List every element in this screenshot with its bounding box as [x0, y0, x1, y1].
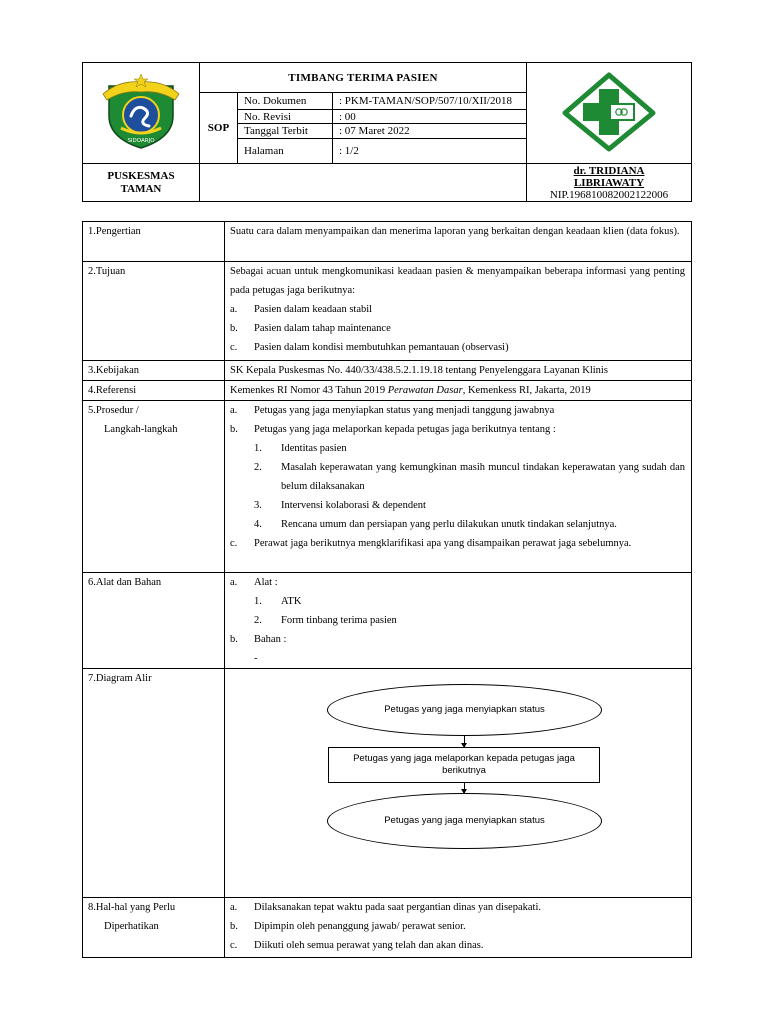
section-text — [225, 381, 692, 401]
section-content — [225, 401, 692, 573]
logo-left-cell — [83, 63, 200, 164]
flow-node-end: Petugas yang jaga menyiapkan status — [327, 793, 602, 849]
section-content — [225, 573, 692, 669]
list-marker: a. — [230, 304, 238, 315]
list-item-text: Identitas pasien — [281, 443, 347, 454]
sub-list-item — [230, 611, 685, 630]
list-marker: 2. — [254, 615, 262, 626]
section-label — [83, 898, 225, 958]
list-item-text: Diikuti oleh semua perawat yang telah dan akan dinas. — [254, 940, 484, 951]
sop-title: TIMBANG TERIMA PASIEN — [200, 63, 527, 93]
list-item-text: Intervensi kolaborasi & dependent — [281, 500, 426, 511]
section-label: 4.Referensi — [83, 381, 225, 401]
list-marker: b. — [230, 921, 238, 932]
list-item — [230, 534, 685, 553]
doc-number-label: No. Dokumen — [238, 93, 333, 110]
list-marker: 2. — [254, 462, 262, 473]
list-marker: c. — [230, 538, 238, 549]
list-item-text: Alat : — [254, 577, 278, 588]
section-text: Suatu cara dalam menyampaikan dan menerima laporan yang berkaitan dengan keadaan klien (data fokus). — [225, 222, 692, 262]
org-name-line2: TAMAN — [120, 182, 162, 195]
list-marker: b. — [230, 424, 238, 435]
list-item-text: Petugas yang jaga menyiapkan status yang menjadi tanggung jawabnya — [254, 405, 555, 416]
list-item-text: Pasien dalam keadaan stabil — [254, 304, 373, 315]
section-label-line1: 5.Prosedur / — [88, 405, 139, 416]
reference-text-before: Kemenkes RI Nomor 43 Tahun 2019 — [230, 385, 388, 396]
list-item — [230, 319, 685, 338]
list-item — [230, 300, 685, 319]
kabupaten-emblem-icon — [99, 72, 183, 152]
sop-header — [82, 62, 692, 202]
list-item — [230, 936, 685, 955]
org-name — [83, 164, 200, 202]
row-hal-perhatian — [83, 898, 692, 958]
sub-list-item — [230, 496, 685, 515]
list-item — [230, 338, 685, 357]
list-item-text: Perawat jaga berikutnya mengklarifikasi apa yang disampaikan perawat jaga sebelumnya. — [254, 538, 632, 549]
reference-text-after: , Kemenkess RI, Jakarta, 2019 — [462, 385, 591, 396]
list-marker: 4. — [254, 519, 262, 530]
section-label-line2: Langkah-langkah — [104, 424, 178, 435]
page-label: Halaman — [238, 139, 333, 164]
list-item-text: Masalah keperawatan yang kemungkinan masih muncul tindakan keperawatan yang sudah dan belum dilaksanakan — [281, 462, 685, 492]
flowchart-cell — [225, 669, 692, 898]
list-item — [230, 630, 685, 649]
list-marker: 1. — [254, 596, 262, 607]
section-intro: Sebagai acuan untuk mengkomunikasi keadaan pasien & menyampaikan beberapa informasi yang penting pada petugas jaga berikutnya: — [230, 266, 685, 296]
section-label: 6.Alat dan Bahan — [83, 573, 225, 669]
section-content — [225, 262, 692, 361]
list-marker: a. — [230, 902, 238, 913]
org-name-line1: PUSKESMAS — [107, 169, 175, 182]
section-label — [83, 401, 225, 573]
row-referensi — [83, 381, 692, 401]
list-marker: 3. — [254, 500, 262, 511]
list-item-text: Petugas yang jaga melaporkan kepada petugas jaga berikutnya tentang : — [254, 424, 556, 435]
issue-date-value: : 07 Maret 2022 — [333, 124, 527, 139]
row-kebijakan — [83, 361, 692, 381]
list-marker: b. — [230, 323, 238, 334]
page-value: : 1/2 — [333, 139, 527, 164]
list-item-text: Pasien dalam tahap maintenance — [254, 323, 391, 334]
row-alat-bahan — [83, 573, 692, 669]
list-item-text: Dipimpin oleh penanggung jawab/ perawat senior. — [254, 921, 466, 932]
list-marker: c. — [230, 342, 238, 353]
list-item-text: Bahan : — [254, 634, 287, 645]
list-item-text: Dilaksanakan tepat waktu pada saat pergantian dinas yan disepakati. — [254, 902, 541, 913]
section-label: 7.Diagram Alir — [83, 669, 225, 898]
svg-text:SIDOARJO: SIDOARJO — [127, 137, 155, 144]
list-marker: c. — [230, 940, 238, 951]
row-pengertian — [83, 222, 692, 262]
list-item-text: Form tinbang terima pasien — [281, 615, 397, 626]
issue-date-label: Tanggal Terbit — [238, 124, 333, 139]
list-marker: 1. — [254, 443, 262, 454]
row-tujuan — [83, 262, 692, 361]
flowchart — [225, 669, 691, 895]
sop-label: SOP — [200, 93, 238, 164]
list-item — [230, 898, 685, 917]
section-label: 3.Kebijakan — [83, 361, 225, 381]
flow-arrow-1 — [464, 736, 465, 747]
list-item-text: Rencana umum dan persiapan yang perlu dilakukan unutk tindakan selanjutnya. — [281, 519, 617, 530]
list-marker: a. — [230, 577, 238, 588]
header-empty-cell — [200, 164, 527, 202]
puskesmas-logo-icon — [561, 71, 657, 153]
logo-right-cell — [527, 63, 692, 164]
sub-list-item — [230, 458, 685, 496]
list-item — [230, 917, 685, 936]
section-label: 1.Pengertian — [83, 222, 225, 262]
signatory-block — [527, 164, 692, 202]
signatory-nip: NIP.196810082002122006 — [549, 188, 669, 201]
row-prosedur — [83, 401, 692, 573]
sub-list-item — [230, 515, 685, 534]
list-item — [230, 573, 685, 592]
signatory-name-line1: dr. TRIDIANA — [573, 164, 645, 177]
list-item — [230, 401, 685, 420]
signatory-name-line2: LIBRIAWATY — [573, 176, 645, 189]
row-diagram-alir — [83, 669, 692, 898]
section-content — [225, 898, 692, 958]
list-item-text: ATK — [281, 596, 302, 607]
sub-list-item — [230, 592, 685, 611]
list-item — [230, 420, 685, 439]
list-marker: a. — [230, 405, 238, 416]
flow-node-process: Petugas yang jaga melaporkan kepada petugas jaga berikutnya — [328, 747, 600, 783]
list-marker: b. — [230, 634, 238, 645]
list-item-text: Pasien dalam kondisi membutuhkan pemantauan (observasi) — [254, 342, 509, 353]
section-label-line1: 8.Hal-hal yang Perlu — [88, 902, 176, 913]
sop-body-table — [82, 221, 692, 958]
section-text: SK Kepala Puskesmas No. 440/33/438.5.2.1.19.18 tentang Penyelenggara Layanan Klinis — [225, 361, 692, 381]
section-label: 2.Tujuan — [83, 262, 225, 361]
doc-number-value: : PKM-TAMAN/SOP/507/10/XII/2018 — [333, 93, 527, 110]
sub-list-item — [230, 439, 685, 458]
reference-title: Perawatan Dasar — [387, 385, 463, 396]
section-label-line2: Diperhatikan — [104, 921, 159, 932]
revision-label: No. Revisi — [238, 110, 333, 124]
bahan-value: - — [254, 653, 258, 664]
flow-arrow-2 — [464, 783, 465, 793]
revision-value: : 00 — [333, 110, 527, 124]
flow-node-start: Petugas yang jaga menyiapkan status — [327, 684, 602, 736]
